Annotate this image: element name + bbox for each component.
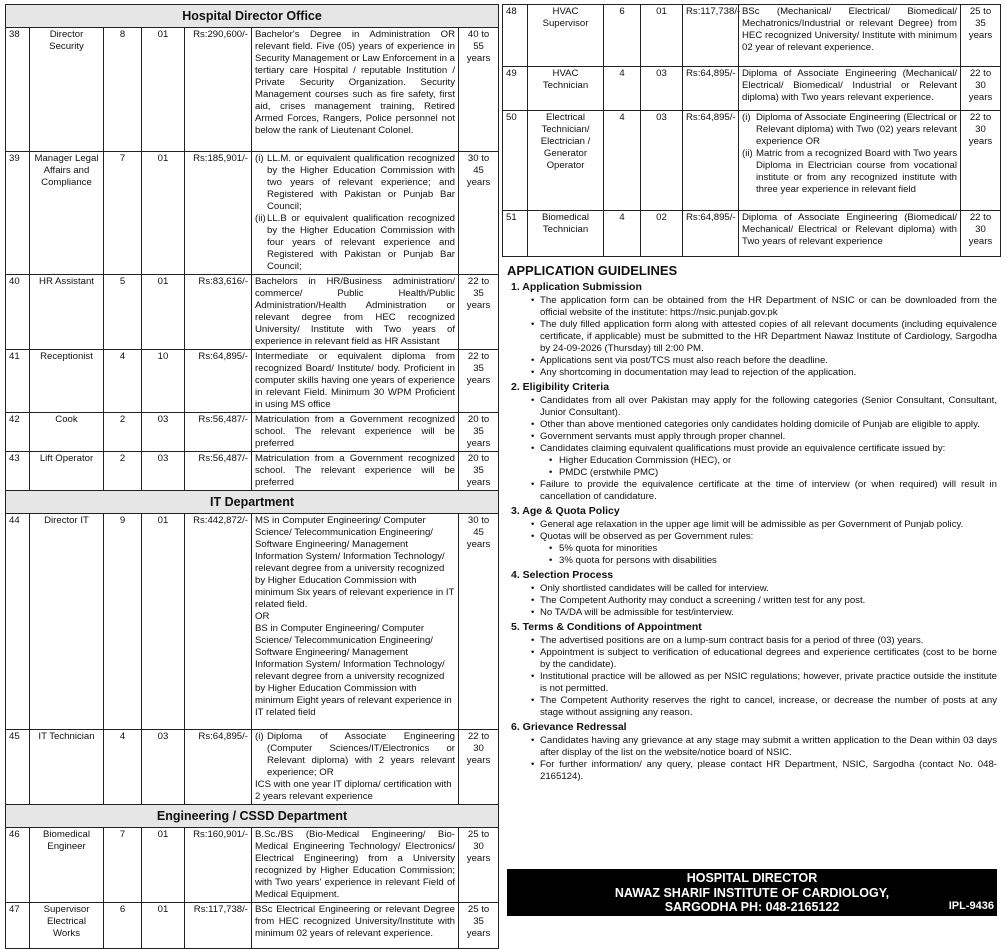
post-salary: Rs:64,895/- (683, 67, 739, 111)
item-number: (i) (742, 112, 751, 123)
post-seats: 01 (142, 828, 185, 903)
post-title: Supervisor Electrical Works (30, 903, 104, 949)
list-item: • The Competent Authority may conduct a screening / written test for any post. (507, 595, 997, 607)
post-age: 22 to 35 years (459, 350, 499, 413)
footer-address: SARGODHA PH: 048-2165122 (664, 900, 840, 914)
post-qualification: Intermediate or equivalent diploma from recognized Board/ Institute/ body. Proficient in computer skills having one years of experience in relevant Field. Minimum 30 WPM Proficient in using MS office (252, 350, 459, 413)
post-age: 22 to 35 years (459, 275, 499, 350)
post-seats: 01 (641, 5, 683, 67)
list-item: • Candidates having any grievance at any stage may submit a written application to the Dean within 03 days after display of the list on the website/notice board of NSIC. (507, 735, 997, 759)
post-bps: 4 (604, 67, 641, 111)
post-title: Biomedical Engineer (30, 828, 104, 903)
list-item: • Applications sent via post/TCS must also reach before the deadline. (507, 355, 997, 367)
table-row (503, 67, 1001, 111)
post-qualification: Bachelors in HR/Business administration/ commerce/ Public Health/Public Administration/Health Administration or relevant degree from HEC recognized University/ Institute with Two years of experience in relevant field as HR Assistant (252, 275, 459, 350)
qualification-item: LL.B or equivalent qualification recognized by the Higher Education Commission with four years of relevant experience and Registered with Pakistan or Punjab Bar Council; (267, 213, 455, 272)
post-salary: Rs:56,487/- (185, 413, 252, 452)
item-number: (ii) (255, 213, 266, 224)
posts-table-right (502, 4, 1001, 257)
post-title: Director Security (30, 28, 104, 152)
post-salary: Rs:64,895/- (683, 211, 739, 257)
guideline-heading: 4. Selection Process (511, 569, 614, 581)
post-qualification (739, 111, 961, 211)
post-seats: 03 (142, 730, 185, 805)
post-bps: 8 (104, 28, 142, 152)
post-salary: Rs:160,901/- (185, 828, 252, 903)
post-no: 45 (6, 730, 30, 805)
guideline-list (507, 395, 997, 503)
post-seats: 01 (142, 152, 185, 275)
post-title: Electrical Technician/ Electrician / Generator Operator (528, 111, 604, 211)
post-title: Cook (30, 413, 104, 452)
list-item: • The Competent Authority reserves the right to cancel, increase, or decrease the number of posts at any stage without assigning any reason. (507, 695, 997, 719)
post-title: Biomedical Technician (528, 211, 604, 257)
item-number: (i) (255, 153, 264, 164)
table-row (6, 152, 499, 275)
table-row (503, 5, 1001, 67)
post-age: 25 to 35 years (459, 903, 499, 949)
post-title: Director IT (30, 514, 104, 730)
post-no: 50 (503, 111, 528, 211)
list-subitem: • 5% quota for minorities (507, 543, 997, 555)
post-seats: 03 (641, 111, 683, 211)
post-age: 20 to 35 years (459, 413, 499, 452)
post-qualification: Diploma of Associate Engineering (Biomedical/ Mechanical/ Electrical or Relevant diploma) with Two years of relevant experience (739, 211, 961, 257)
post-seats: 03 (641, 67, 683, 111)
post-age: 22 to 30 years (961, 111, 1001, 211)
post-title: IT Technician (30, 730, 104, 805)
post-salary: Rs:290,600/- (185, 28, 252, 152)
guideline-heading: 3. Age & Quota Policy (511, 505, 620, 517)
section-header: Engineering / CSSD Department (6, 805, 499, 828)
post-seats: 01 (142, 903, 185, 949)
post-qualification (252, 730, 459, 805)
qualification-item: Diploma of Associate Engineering (Electrical or Relevant diploma) with Two (02) years relevant experience OR (756, 112, 957, 147)
guideline-list (507, 295, 997, 379)
post-qualification (252, 514, 459, 730)
post-age: 30 to 45 years (459, 514, 499, 730)
list-item: • Government servants must apply through proper channel. (507, 431, 997, 443)
qualification-item: Matric from a recognized Board with Two years Diploma in Electrician course from vocational institute or from any recognized institute with three year experience in relevant field (756, 148, 957, 195)
post-seats: 10 (142, 350, 185, 413)
post-age: 40 to 55 years (459, 28, 499, 152)
guideline-list (507, 583, 997, 619)
post-qualification: Bachelor's Degree in Administration OR relevant field. Five (05) years of experience in Security Management or Law Enforcement in a tertiary care Hospital / reputable Institution / Private Security Organization. Security Management courses such as fire safety, first aid, crises management training, Retired Armed Forces, Rangers, Police personnel not below the rank of Lieutenant Colonel. (252, 28, 459, 152)
list-item: • Only shortlisted candidates will be called for interview. (507, 583, 997, 595)
post-title: HVAC Supervisor (528, 5, 604, 67)
guideline-list (507, 635, 997, 719)
post-salary: Rs:83,616/- (185, 275, 252, 350)
post-bps: 4 (604, 111, 641, 211)
post-bps: 4 (604, 211, 641, 257)
list-item: • General age relaxation in the upper age limit will be admissible as per Government of Punjab policy. (507, 519, 997, 531)
post-no: 41 (6, 350, 30, 413)
guideline-list (507, 519, 997, 567)
table-row (6, 350, 499, 413)
post-no: 38 (6, 28, 30, 152)
list-item: • The application form can be obtained from the HR Department of NSIC or can be downloaded from the official website of the institute: https://nsic.punjab.gov.pk (507, 295, 997, 319)
list-item: • The duly filled application form along with attested copies of all relevant documents (including equivalence certificate, if applicable) must be submitted to the HR Department Nawaz Institute of Cardiology, Sargodha by 24-09-2026 (Thursday) till 2:00 PM. (507, 319, 997, 355)
list-item: • Candidates from all over Pakistan may apply for the following categories (Senior Consultant, Consultant, Junior Consultant). (507, 395, 997, 419)
list-item: • Other than above mentioned categories only candidates holding domicile of Punjab are eligible to apply. (507, 419, 997, 431)
post-title: Manager Legal Affairs and Compliance (30, 152, 104, 275)
section-header: IT Department (6, 491, 499, 514)
post-salary: Rs:64,895/- (185, 350, 252, 413)
table-row (6, 828, 499, 903)
footer-institute: NAWAZ SHARIF INSTITUTE OF CARDIOLOGY, (614, 885, 890, 900)
post-no: 42 (6, 413, 30, 452)
post-no: 46 (6, 828, 30, 903)
post-bps: 2 (104, 413, 142, 452)
post-bps: 2 (104, 452, 142, 491)
list-item: • Institutional practice will be allowed as per NSIC regulations; however, private practice outside the institute is not permitted. (507, 671, 997, 695)
table-row (6, 275, 499, 350)
post-no: 43 (6, 452, 30, 491)
post-qualification: Diploma of Associate Engineering (Mechanical/ Electrical/ Biomedical/ Industrial or Relevant diploma) with Two years relevant experience. (739, 67, 961, 111)
post-salary: Rs:117,738/- (185, 903, 252, 949)
left-column (5, 4, 498, 949)
post-qualification: BSc (Mechanical/ Electrical/ Biomedical/ Mechatronics/Industrial or relevant Degree) from HEC recognized University/ Institute with minimum 02 year of relevant experience. (739, 5, 961, 67)
guideline-list (507, 735, 997, 783)
item-number: (i) (255, 731, 264, 742)
qualification-item: Diploma of Associate Engineering (Computer Sciences/IT/Electronics or Relevant diploma) with 2 years relevant experience; OR (267, 731, 455, 778)
post-seats: 02 (641, 211, 683, 257)
post-bps: 5 (104, 275, 142, 350)
right-column (502, 4, 1000, 257)
post-title: HR Assistant (30, 275, 104, 350)
list-item: • No TA/DA will be admissible for test/interview. (507, 607, 997, 619)
section-header: Hospital Director Office (6, 5, 499, 28)
post-seats: 03 (142, 413, 185, 452)
list-item: • For further information/ any query, please contact HR Department, NSIC, Sargodha (contact No. 048-2165124). (507, 759, 997, 783)
reference-code: IPL-9436 (948, 899, 994, 912)
qualification-item: BS in Computer Engineering/ Computer Science/ Telecommunication Engineering/ Software Engineering/ Management Information System/ Information Technology/ relevant degree from a university recognized by Higher Education Commission with minimum Eight years of relevant experience in IT related field (255, 623, 452, 718)
post-no: 47 (6, 903, 30, 949)
list-item: • Failure to provide the equivalence certificate at the time of interview (or when required) will result in cancellation of candidature. (507, 479, 997, 503)
post-qualification: Matriculation from a Government recognized school. The relevant experience will be preferred (252, 452, 459, 491)
post-no: 40 (6, 275, 30, 350)
post-salary: Rs:442,872/- (185, 514, 252, 730)
posts-table-left (5, 4, 499, 949)
post-no: 49 (503, 67, 528, 111)
post-seats: 01 (142, 275, 185, 350)
table-row (6, 514, 499, 730)
list-item: • Any shortcoming in documentation may lead to rejection of the application. (507, 367, 997, 379)
post-age: 25 to 30 years (459, 828, 499, 903)
post-qualification: Matriculation from a Government recognized school. The relevant experience will be preferred (252, 413, 459, 452)
application-guidelines (507, 263, 997, 783)
or-separator: OR (255, 611, 270, 622)
post-seats: 01 (142, 28, 185, 152)
post-qualification (252, 152, 459, 275)
list-item: • Quotas will be observed as per Government rules: (507, 531, 997, 543)
table-row (6, 452, 499, 491)
post-salary: Rs:185,901/- (185, 152, 252, 275)
post-bps: 7 (104, 152, 142, 275)
post-qualification: B.Sc./BS (Bio-Medical Engineering/ Bio-Medical Engineering Technology/ Electronics/ Electrical Engineering) from a University recognized by Higher Education Commission; with Two years' experience in relevant Field of Medical Equipment. (252, 828, 459, 903)
post-age: 20 to 35 years (459, 452, 499, 491)
table-row (503, 111, 1001, 211)
post-seats: 03 (142, 452, 185, 491)
post-title: Lift Operator (30, 452, 104, 491)
post-salary: Rs:117,738/- (683, 5, 739, 67)
post-no: 48 (503, 5, 528, 67)
post-salary: Rs:56,487/- (185, 452, 252, 491)
table-row (6, 903, 499, 949)
post-salary: Rs:64,895/- (683, 111, 739, 211)
guideline-heading: 6. Grievance Redressal (511, 721, 627, 733)
post-seats: 01 (142, 514, 185, 730)
guidelines-title: APPLICATION GUIDELINES (507, 263, 678, 278)
qualification-item: LL.M. or equivalent qualification recognized by the Higher Education Commission with two years of relevant experience; and Registered with Pakistan or Punjab Bar Council; (267, 153, 455, 212)
post-bps: 4 (104, 350, 142, 413)
post-title: Receptionist (30, 350, 104, 413)
qualification-item: ICS with one year IT diploma/ certification with 2 years relevant experience (255, 779, 452, 802)
table-row (6, 730, 499, 805)
post-bps: 9 (104, 514, 142, 730)
post-age: 25 to 35 years (961, 5, 1001, 67)
post-age: 22 to 30 years (961, 67, 1001, 111)
post-salary: Rs:64,895/- (185, 730, 252, 805)
post-bps: 4 (104, 730, 142, 805)
post-age: 22 to 30 years (459, 730, 499, 805)
post-no: 39 (6, 152, 30, 275)
table-row (503, 211, 1001, 257)
post-age: 30 to 45 years (459, 152, 499, 275)
guideline-heading: 2. Eligibility Criteria (511, 381, 610, 393)
list-subitem: • PMDC (erstwhile PMC) (507, 467, 997, 479)
list-item: • Candidates claiming equivalent qualifications must provide an equivalence certificate issued by: (507, 443, 997, 455)
post-bps: 6 (104, 903, 142, 949)
item-number: (ii) (742, 148, 753, 159)
table-row (6, 28, 499, 152)
table-row (6, 413, 499, 452)
qualification-item: MS in Computer Engineering/ Computer Science/ Telecommunication Engineering/ Software Engineering/ Management Information System/ Information Technology/ relevant degree from a university recognized by Higher Education Commission with minimum Six years of relevant experience in IT related field. (255, 515, 455, 610)
list-item: • Appointment is subject to verification of educational degrees and experience certificates (cost to be borne by the candidate). (507, 647, 997, 671)
post-qualification: BSc Electrical Engineering or relevant Degree from HEC recognized University/Institute with minimum 02 years of relevant experience. (252, 903, 459, 949)
list-item: • The advertised positions are on a lump-sum contract basis for a period of three (03) years. (507, 635, 997, 647)
guideline-heading: 1. Application Submission (511, 281, 642, 293)
post-bps: 6 (604, 5, 641, 67)
post-age: 22 to 30 years (961, 211, 1001, 257)
list-subitem: • Higher Education Commission (HEC), or (507, 455, 997, 467)
list-subitem: • 3% quota for persons with disabilities (507, 555, 997, 567)
post-no: 44 (6, 514, 30, 730)
footer-banner (507, 869, 997, 916)
guideline-heading: 5. Terms & Conditions of Appointment (511, 621, 702, 633)
post-title: HVAC Technician (528, 67, 604, 111)
post-bps: 7 (104, 828, 142, 903)
footer-title: HOSPITAL DIRECTOR (686, 871, 818, 885)
post-no: 51 (503, 211, 528, 257)
